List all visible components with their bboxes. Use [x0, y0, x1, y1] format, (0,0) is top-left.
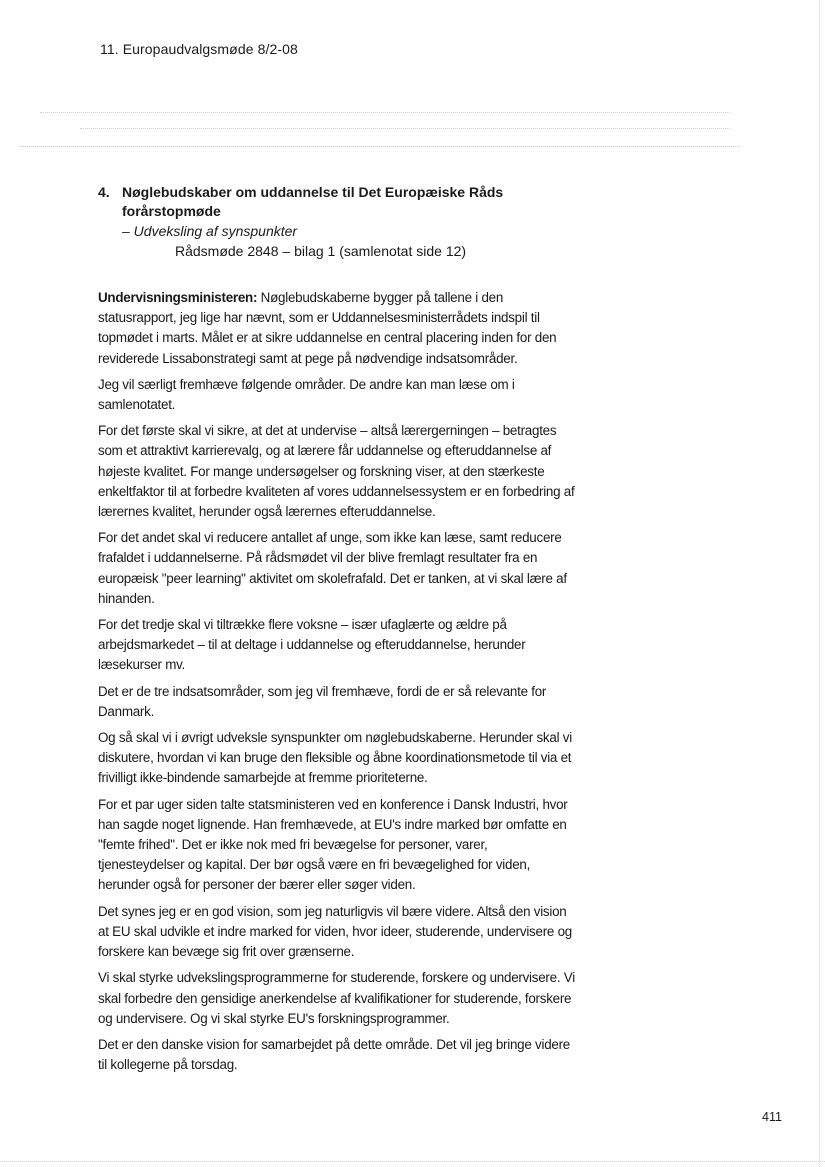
speech-opening-paragraph [98, 288, 576, 369]
agenda-item [98, 183, 598, 262]
scan-artifact-line [80, 128, 730, 129]
running-header: 11. Europaudvalgsmøde 8/2-08 [100, 41, 298, 57]
page-number: 411 [762, 1110, 782, 1124]
speech-paragraph: For et par uger siden talte statsministeren ved en konference i Dansk Industri, hvor han sagde noget lignende. Han fremhævede, at EU's indre marked bør omfatte en "femte frihed". Det er ikke nok med fri bevægelse for personer, varer, tjenesteydelser og kapital. Der bør også være en fri bevægelighed for viden, herunder også for personer der bærer eller søger viden. [98, 796, 568, 893]
speech-paragraph: Det er de tre indsatsområder, som jeg vil fremhæve, fordi de er så relevante for Danmark. [98, 683, 547, 719]
speech-paragraph: Og så skal vi i øvrigt udveksle synspunkter om nøglebudskaberne. Herunder skal vi diskutere, hvordan vi kan bruge den fleksible og åbne koordinationsmetode til via et frivilligt ikke-bindende samarbejde at fremme prioriteterne. [98, 730, 572, 786]
speech-paragraph: Det er den danske vision for samarbejdet på dette område. Det vil jeg bringe videre til kollegerne på torsdag. [98, 1036, 570, 1073]
speech-paragraph: For det andet skal vi reducere antallet af unge, som ikke kan læse, samt reducere frafaldet i uddannelserne. På rådsmødet vil der blive fremlagt resultater fra en europæisk "peer learning" aktivitet om skolefrafald. Det er tanken, at vi skal lære af hinanden. [98, 530, 567, 606]
scan-edge-bottom [0, 1161, 825, 1162]
scan-artifact-line [40, 112, 730, 113]
speech-body [98, 288, 576, 1081]
speech-paragraph: For det første skal vi sikre, at det at undervise – altså lærergerningen – betragtes som et attraktivt karrierevalg, og at lærere får uddannelse og efteruddannelse af højeste kvalitet. For mange undersøgelser og forskning viser, at den stærkeste enkeltfaktor til at forbedre kvaliteten af vores uddannelsessystem er en forbedring af lærernes kvalitet, herunder også lærernes efteruddannelse. [98, 423, 575, 520]
speech-paragraph: Vi skal styrke udvekslingsprogrammerne for studerende, forskere og undervisere. Vi skal forbedre den gensidige anerkendelse af kvalifikationer for studerende, forskere og undervisere. Og vi skal styrke EU's forskningsprogrammer. [98, 970, 575, 1026]
speaker-label: Undervisningsministeren: [98, 290, 258, 305]
speech-paragraph: For det tredje skal vi tiltrække flere voksne – især ufaglærte og ældre på arbejdsmarkedet – til at deltage i uddannelse og efteruddannelse, herunder læsekurser mv. [98, 617, 526, 673]
scan-edge-right [819, 0, 820, 1167]
speech-paragraph: Jeg vil særligt fremhæve følgende områder. De andre kan man læse om i samlenotatet. [98, 376, 515, 413]
agenda-subtitle: – Udveksling af synspunkter [122, 223, 298, 239]
speech-paragraph: Det synes jeg er en god vision, som jeg naturligvis vil bære videre. Altså den vision at EU skal udvikle et indre marked for viden, hvor ideer, studerende, undervisere og forskere kan bevæge sig frit over grænserne. [98, 903, 572, 960]
agenda-reference: Rådsmøde 2848 – bilag 1 (samlenotat side 12) [175, 243, 467, 259]
agenda-title: Nøglebudskaber om uddannelse til Det Europæiske Råds forårstopmøde [122, 184, 504, 219]
scan-artifact-line [20, 146, 740, 147]
agenda-heading [98, 183, 598, 221]
agenda-number: 4. [98, 184, 110, 200]
speech-opening-text: Nøglebudskaberne bygger på tallene i den statusrapport, jeg lige har nævnt, som er Uddannelsesministerrådets indspil til topmødet i marts. Målet er at sikre uddannelse en central placering inden for den reviderede Lissabonstrategi samt at pege på nødvendige indsatsområder. [98, 290, 557, 366]
